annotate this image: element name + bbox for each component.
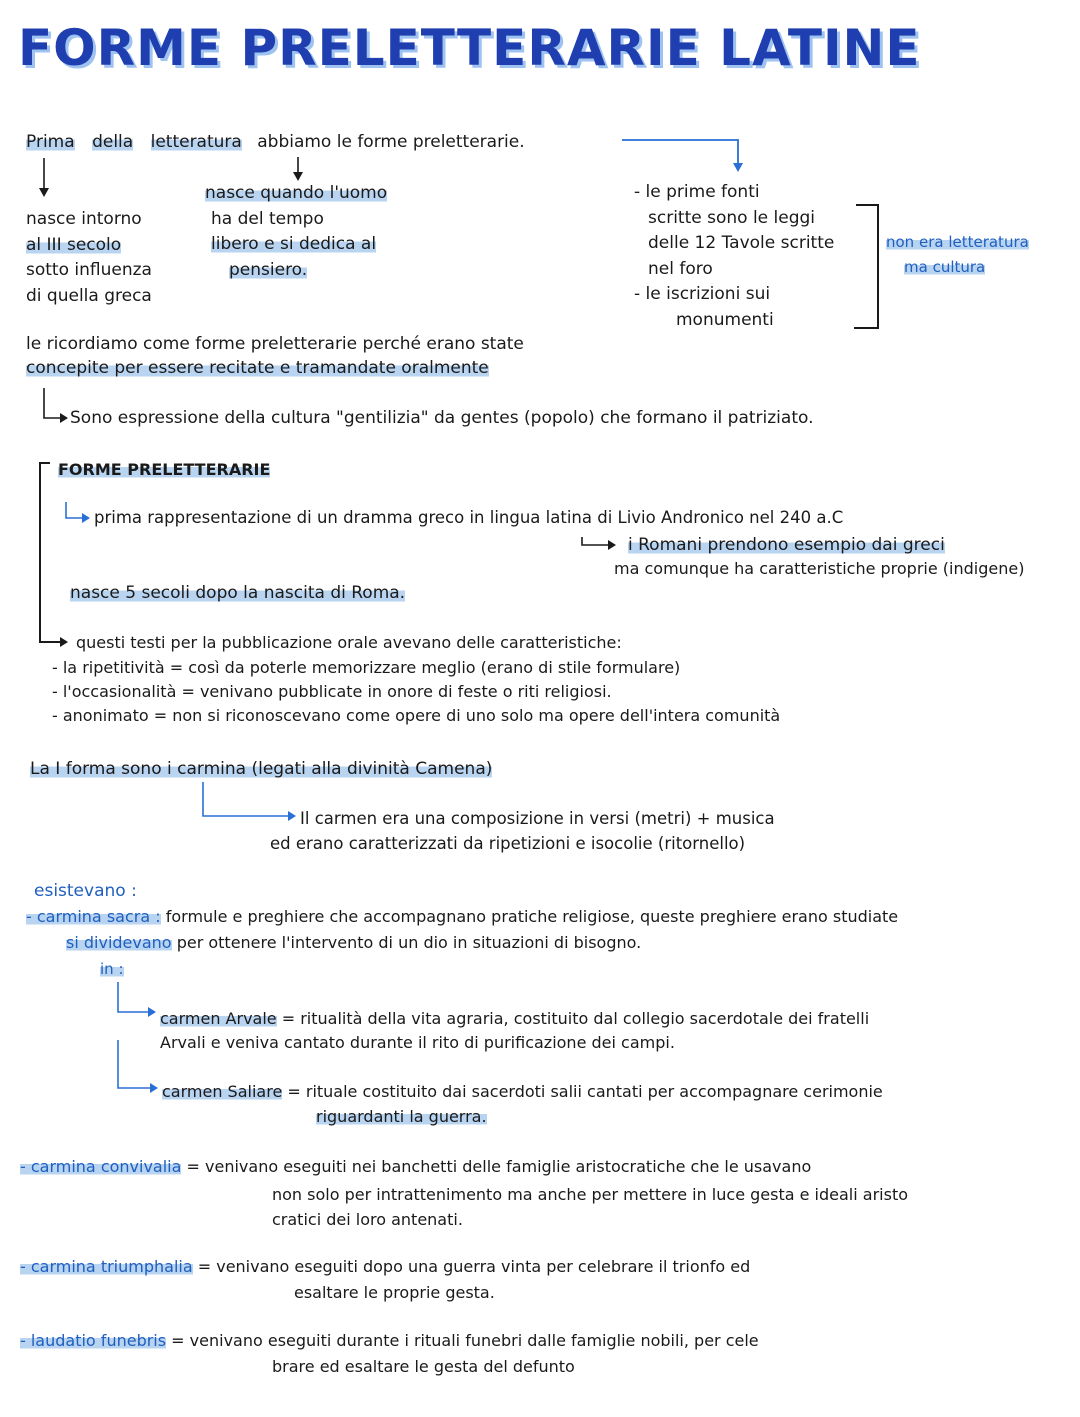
prima-rappresentazione: prima rappresentazione di un dramma greco in lingua latina di Livio Andronico nel 240 a.C — [94, 508, 844, 527]
arrow-head-saliare — [150, 1083, 158, 1093]
ricordiamo-line: le ricordiamo come forme preletterarie perché erano state — [26, 334, 524, 354]
page-title: FORME PRELETTERARIE LATINE — [18, 19, 921, 77]
convivialia-text3: cratici dei loro antenati. — [272, 1210, 463, 1229]
right-col-line: delle 12 Tavole scritte — [648, 233, 835, 253]
left-col-line: al III secolo — [26, 234, 122, 255]
carmen-def-line: ed erano caratterizzati da ripetizioni e isocolie (ritornello) — [270, 834, 746, 853]
arrow-head-fonti — [733, 163, 743, 172]
bracket-forme — [40, 463, 62, 642]
prima-forma: La I forma sono i carmina (legati alla divinità Camena) — [30, 759, 493, 779]
si-dividevano: si dividevano — [66, 933, 172, 952]
caratteristica-item: - la ripetitività = così da poterle memorizzare meglio (erano di stile formulare) — [52, 658, 681, 677]
left-col-line: nasce intorno — [26, 209, 142, 229]
arvale-label: carmen Arvale — [160, 1009, 277, 1028]
espressione-line: Sono espressione della cultura "gentilizia" da gentes (popolo) che formano il patriziato. — [70, 408, 814, 428]
caratteristica-item: - l'occasionalità = venivano pubblicate in onore di feste o riti religiosi. — [52, 682, 612, 701]
arrow-carmen — [203, 782, 290, 816]
right-col-line: monumenti — [676, 309, 774, 330]
sacra-in: in : — [100, 960, 124, 978]
mid-col-line: libero e si dedica al — [211, 234, 377, 254]
arrow-head-prima-rapp — [82, 513, 90, 523]
romani-line: i Romani prendono esempio dai greci — [628, 535, 945, 555]
side-note-line: non era letteratura — [886, 233, 1029, 251]
convivialia-more — [272, 1182, 908, 1232]
laudatio-text: = venivano eseguiti durante i rituali funebri dalle famiglie nobili, per cele — [171, 1331, 759, 1350]
word-letteratura: letteratura — [150, 132, 242, 152]
right-col-line: scritte sono le leggi — [648, 207, 816, 228]
word-della: della — [92, 132, 134, 152]
arrow-arvale — [118, 982, 150, 1012]
convivialia-text: = venivano eseguiti nei banchetti delle famiglie aristocratiche che le usavano — [186, 1157, 812, 1176]
arvale-text2: Arvali e veniva cantato durante il rito di purificazione dei campi. — [160, 1033, 675, 1052]
intro-right-column — [634, 180, 834, 333]
arrow-head-prima — [39, 188, 49, 197]
intro-left-column — [26, 207, 152, 309]
sacra-text: formule e preghiere che accompagnano pratiche religiose, queste preghiere erano studiate — [165, 907, 899, 926]
mid-col-line: nasce quando l'uomo — [205, 183, 388, 203]
carmen-def-line: Il carmen era una composizione in versi (metri) + musica — [300, 809, 775, 828]
caratteristica-item: - anonimato = non si riconoscevano come opere di uno solo ma opere dell'intera comunità — [52, 706, 781, 725]
triumphalia-text: = venivano eseguiti dopo una guerra vinta per celebrare il trionfo ed — [197, 1257, 751, 1276]
comunque-line: ma comunque ha caratteristiche proprie (indigene) — [614, 559, 1025, 578]
ricordiamo-block — [26, 332, 524, 380]
saliare-text2: riguardanti la guerra. — [316, 1107, 487, 1126]
carmen-def — [270, 806, 775, 856]
arrow-espressione — [44, 388, 62, 418]
intro-rest: abbiamo le forme preletterarie. — [257, 132, 525, 152]
arrow-head-espressione — [60, 413, 68, 423]
arrow-to-fonti — [622, 140, 738, 165]
left-col-line: sotto influenza — [26, 260, 152, 280]
right-col-line: - le prime fonti — [634, 182, 760, 202]
ricordiamo-line: concepite per essere recitate e tramandate oralmente — [26, 358, 489, 378]
triumphalia-label: - carmina triumphalia — [20, 1257, 193, 1276]
saliare-text: = rituale costituito dai sacerdoti salii cantati per accompagnare cerimonie — [287, 1082, 883, 1101]
mid-col-line: pensiero. — [229, 259, 308, 280]
laudatio-text2: brare ed esaltare le gesta del defunto — [272, 1357, 575, 1376]
arrow-head-lett — [293, 172, 303, 181]
nasce-secoli: nasce 5 secoli dopo la nascita di Roma. — [70, 583, 406, 603]
bracket-right — [854, 205, 878, 328]
arrow-prima-rapp — [66, 502, 84, 518]
arrow-romani — [582, 537, 610, 545]
arrow-head-romani — [608, 540, 616, 550]
arrow-head-questi — [60, 637, 68, 647]
arvale-text: = ritualità della vita agraria, costituito dal collegio sacerdotale dei fratelli — [281, 1009, 870, 1028]
right-col-line: nel foro — [648, 258, 713, 279]
convivialia-label: - carmina convivalia — [20, 1157, 182, 1176]
right-col-line: - le iscrizioni sui — [634, 284, 771, 304]
sacra-text2: per ottenere l'intervento di un dio in situazioni di bisogno. — [176, 933, 642, 952]
caratteristiche-list — [52, 656, 780, 728]
questi-testi: questi testi per la pubblicazione orale avevano delle caratteristiche: — [76, 633, 622, 652]
arrow-head-carmen — [288, 811, 296, 821]
word-prima: Prima — [26, 132, 75, 152]
arrow-head-arvale — [148, 1007, 156, 1017]
forme-heading: FORME PRELETTERARIE — [58, 460, 271, 479]
triumphalia-text2: esaltare le proprie gesta. — [294, 1283, 495, 1302]
intro-mid-column — [205, 181, 387, 283]
saliare-label: carmen Saliare — [162, 1082, 283, 1101]
side-note-line: ma cultura — [904, 258, 986, 276]
sacra-label: - carmina sacra : — [26, 907, 161, 926]
side-note — [886, 230, 1029, 280]
esistevano: esistevano : — [34, 881, 137, 901]
convivialia-text2: non solo per intrattenimento ma anche per mettere in luce gesta e ideali aristo — [272, 1185, 908, 1204]
laudatio-label: - laudatio funebris — [20, 1331, 167, 1350]
mid-col-line: ha del tempo — [211, 208, 324, 229]
arrow-saliare — [118, 1040, 152, 1088]
left-col-line: di quella greca — [26, 285, 152, 306]
